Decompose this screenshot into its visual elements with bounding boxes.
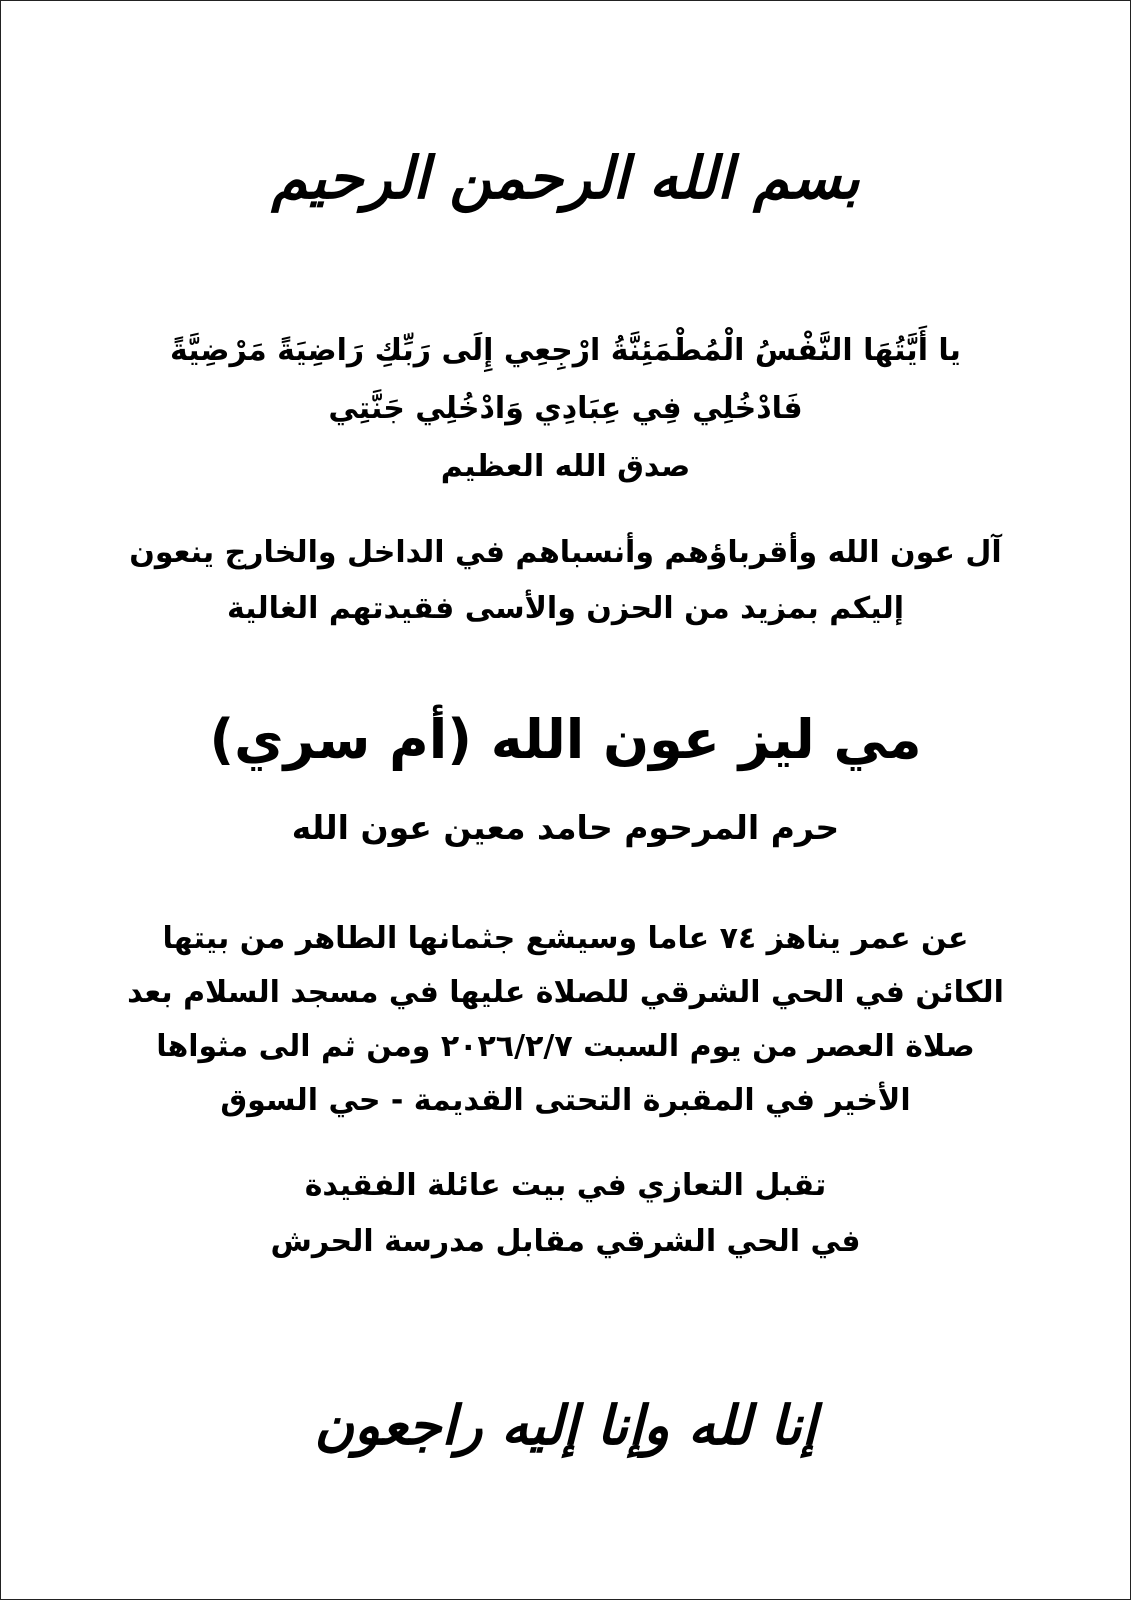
funeral-line-3: صلاة العصر من يوم السبت ٢٠٢٦/٢/٧ ومن ثم الى مثواها xyxy=(156,1029,975,1064)
verse-line-1: يا أَيَّتُهَا النَّفْسُ الْمُطْمَئِنَّةُ ارْجِعِي إِلَى رَبِّكِ رَاضِيَةً مَرْضِيَّةً xyxy=(170,333,961,368)
funeral-details xyxy=(0,912,1131,1128)
announcement-line-1: آل عون الله وأقرباؤهم وأنسباهم في الداخل والخارج ينعون xyxy=(129,535,1002,570)
condolences-line-2: في الحي الشرقي مقابل مدرسة الحرش xyxy=(270,1224,861,1259)
verse-line-2: فَادْخُلِي فِي عِبَادِي وَادْخُلِي جَنَّتِي xyxy=(328,391,803,426)
family-announcement xyxy=(0,525,1131,637)
basmala-calligraphy: بسم الله الرحمن الرحيم xyxy=(271,144,860,212)
quran-verse xyxy=(0,322,1131,496)
deceased-name: مي ليز عون الله (أم سري) xyxy=(209,708,922,771)
funeral-line-4: الأخير في المقبرة التحتى القديمة - حي السوق xyxy=(220,1083,911,1118)
closing-calligraphy: إنا لله وإنا إليه راجعون xyxy=(314,1393,817,1457)
funeral-line-2: الكائن في الحي الشرقي للصلاة عليها في مسجد السلام بعد xyxy=(127,975,1004,1010)
verse-closing: صدق الله العظيم xyxy=(440,449,691,484)
condolences-info xyxy=(0,1158,1131,1270)
announcement-line-2: إليكم بمزيد من الحزن والأسى فقيدتهم الغالية xyxy=(226,591,905,626)
condolences-line-1: تقبل التعازي في بيت عائلة الفقيدة xyxy=(304,1168,827,1203)
funeral-line-1: عن عمر يناهز ٧٤ عاما وسيشع جثمانها الطاهر من بيتها xyxy=(162,921,969,956)
spouse-line: حرم المرحوم حامد معين عون الله xyxy=(291,808,840,847)
